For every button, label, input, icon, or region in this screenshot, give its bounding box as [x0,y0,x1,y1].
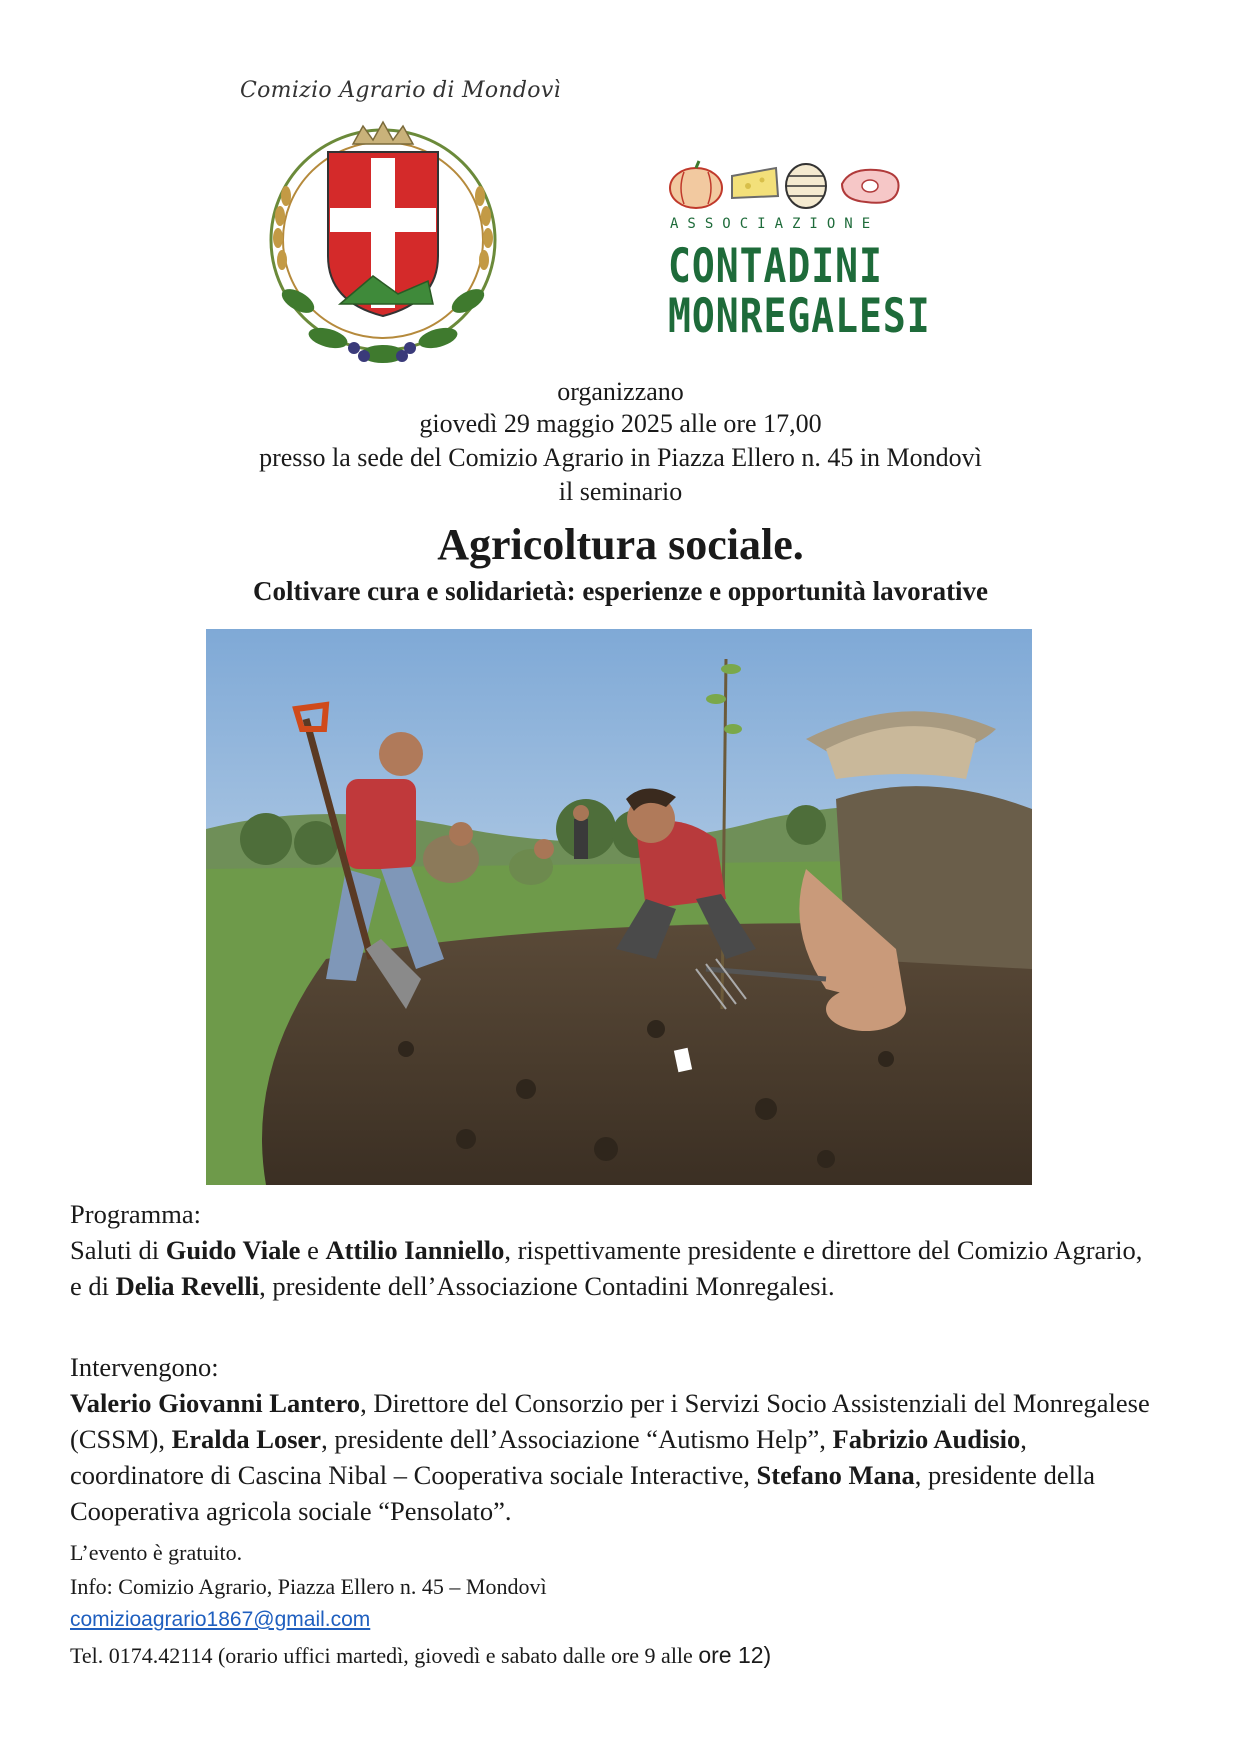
farm-produce-icon [666,158,906,214]
free-event-note: L’evento è gratuito. [70,1540,243,1565]
intervengono-text-4: , presidente della Cooperativa agricola sociale “Pensolato”. [70,1460,1096,1526]
event-place: presso la sede del Comizio Agrario in Piazza Ellero n. 45 in Mondovì [259,443,982,472]
programma-text [70,1232,1150,1304]
comizio-agrario-logo [240,78,561,368]
programma-text-1: Saluti di [70,1235,166,1265]
contadini-monregalesi-logo [660,110,931,343]
info-line: Info: Comizio Agrario, Piazza Ellero n. 45 – Mondovì [70,1574,547,1599]
intervengono-text [70,1385,1150,1529]
organizzano-text: organizzano [557,377,684,406]
coat-of-arms-icon [258,116,508,368]
intervengono-label: Intervengono: [70,1352,219,1382]
seminar-subtitle: Coltivare cura e solidarietà: esperienze e opportunità lavorative [252,576,989,606]
programma-text-3: , rispettivamente presidente e direttore del Comizio Agrario, e di [70,1235,1143,1301]
intervengono-text-1: , Direttore del Consorzio per i Servizi Socio Assistenziali del Monregalese (CSSM), [70,1388,1150,1454]
speaker-fabrizio-audisio: Fabrizio Audisio [832,1424,1021,1454]
farmers-planting-icon [206,629,1032,1185]
intervengono-text-3: , coordinatore di Cascina Nibal – Cooperativa sociale Interactive, [70,1424,1027,1490]
association-name-line2: MONREGALESI [668,288,931,343]
speaker-valerio-lantero: Valerio Giovanni Lantero [70,1388,361,1418]
programma-text-4: , presidente dell’Associazione Contadini Monregalesi. [259,1271,835,1301]
speaker-attilio-ianniello: Attilio Ianniello [325,1235,505,1265]
comizio-logo-title: Comizio Agrario di Mondovì [240,78,561,103]
seminar-title: Agricoltura sociale. [437,520,804,569]
speaker-eralda-loser: Eralda Loser [171,1424,322,1454]
speaker-delia-revelli: Delia Revelli [115,1271,260,1301]
association-name-line1: CONTADINI [668,238,883,293]
phone-text: Tel. 0174.42114 (orario uffici martedì, giovedì e sabato dalle ore 9 alle [70,1643,699,1668]
intervengono-text-2: , presidente dell’Associazione “Autismo Help”, [321,1424,833,1454]
phone-line [70,1642,771,1669]
association-label: ASSOCIAZIONE [670,216,880,232]
programma-text-2: e [300,1235,326,1265]
phone-hours-end: ore 12) [698,1642,772,1668]
speaker-stefano-mana: Stefano Mana [756,1460,915,1490]
farming-photo [206,629,1032,1185]
speaker-guido-viale: Guido Viale [165,1235,301,1265]
email-link[interactable]: comizioagrario1867@gmail.com [70,1608,371,1631]
seminario-text: il seminario [558,477,683,506]
programma-label: Programma: [70,1199,201,1229]
event-date: giovedì 29 maggio 2025 alle ore 17,00 [419,409,822,438]
